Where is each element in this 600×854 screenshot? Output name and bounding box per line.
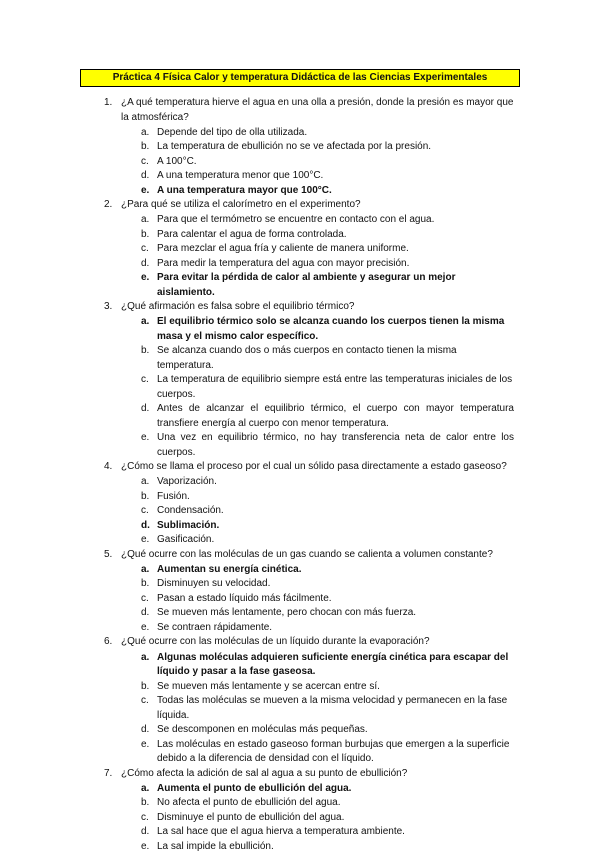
- option-letter: a.: [141, 316, 150, 328]
- option-text: Se mueven más lentamente, pero chocan con más fuerza.: [157, 607, 417, 619]
- options-list: [0, 126, 600, 199]
- question-4: [0, 460, 600, 475]
- option-text: La sal impide la ebullición.: [157, 840, 274, 852]
- answer-option: [0, 344, 600, 373]
- question-text: ¿Qué ocurre con las moléculas de un líquido durante la evaporación?: [121, 636, 430, 648]
- option-letter: e.: [141, 621, 150, 633]
- option-letter: d.: [141, 403, 150, 415]
- answer-option-correct: [0, 782, 600, 797]
- answer-option-correct: [0, 184, 600, 199]
- answer-option: [0, 606, 600, 621]
- option-text: No afecta el punto de ebullición del agua.: [157, 797, 341, 809]
- question-text: ¿Qué ocurre con las moléculas de un gas cuando se calienta a volumen constante?: [121, 548, 493, 560]
- question-text: ¿Cómo afecta la adición de sal al agua a su punto de ebullición?: [121, 767, 408, 779]
- question-number: 5.: [104, 548, 113, 560]
- option-text: A una temperatura menor que 100°C.: [157, 170, 324, 182]
- option-letter: d.: [141, 170, 150, 182]
- answer-option-correct: [0, 271, 600, 300]
- question-6: [0, 635, 600, 650]
- answer-option-correct: [0, 519, 600, 534]
- option-text: Para medir la temperatura del agua con mayor precisión.: [157, 257, 410, 269]
- option-text: Antes de alcanzar el equilibrio térmico, el cuerpo con mayor temperatura transfiere energía al cuerpo con menor temperatura.: [157, 403, 514, 429]
- option-letter: c.: [141, 592, 149, 604]
- answer-option-correct: [0, 563, 600, 578]
- option-letter: d.: [141, 257, 150, 269]
- options-list: [0, 213, 600, 300]
- option-letter: b.: [141, 680, 150, 692]
- answer-option: [0, 475, 600, 490]
- answer-option: [0, 592, 600, 607]
- option-letter: d.: [141, 519, 150, 531]
- option-text: Para calentar el agua de forma controlada.: [157, 228, 347, 240]
- option-text: Depende del tipo de olla utilizada.: [157, 126, 308, 138]
- option-text: Las moléculas en estado gaseoso forman burbujas que emergen a la superficie debido a la diferencia de densidad con el líquido.: [157, 738, 510, 765]
- option-text: Gasificación.: [157, 534, 215, 546]
- option-text: La temperatura de ebullición no se ve afectada por la presión.: [157, 141, 432, 153]
- answer-option: [0, 694, 600, 723]
- question-text: ¿A qué temperatura hierve el agua en una olla a presión, donde la presión es mayor que la atmosférica?: [121, 97, 514, 123]
- option-text: Para mezclar el agua fría y caliente de manera uniforme.: [157, 243, 409, 255]
- option-text: Pasan a estado líquido más fácilmente.: [157, 592, 332, 604]
- answer-option: [0, 490, 600, 505]
- answer-option: [0, 796, 600, 811]
- question-number: 1.: [104, 97, 113, 108]
- option-text: Algunas moléculas adquieren suficiente energía cinética para escapar del líquido y pasar a la fase gaseosa.: [157, 651, 509, 678]
- answer-option: [0, 431, 600, 460]
- options-list: [0, 475, 600, 548]
- option-letter: c.: [141, 374, 149, 386]
- option-letter: a.: [141, 782, 150, 794]
- option-text: Vaporización.: [157, 476, 217, 488]
- option-letter: a.: [141, 651, 150, 663]
- option-text: Aumenta el punto de ebullición del agua.: [157, 782, 352, 794]
- answer-option: [0, 155, 600, 170]
- options-list: [0, 651, 600, 767]
- option-text: Se contraen rápidamente.: [157, 621, 273, 633]
- answer-option: [0, 577, 600, 592]
- option-letter: a.: [141, 214, 150, 226]
- option-text: Aumentan su energía cinética.: [157, 563, 302, 575]
- option-letter: c.: [141, 505, 149, 517]
- answer-option: [0, 213, 600, 228]
- option-text: Para que el termómetro se encuentre en contacto con el agua.: [157, 214, 435, 226]
- question-number: 3.: [104, 301, 113, 313]
- answer-option: [0, 723, 600, 738]
- options-list: [0, 563, 600, 636]
- option-text: La temperatura de equilibrio siempre está entre las temperaturas iniciales de los cuerpos.: [157, 374, 513, 400]
- question-number: 2.: [104, 199, 113, 211]
- option-letter: c.: [141, 243, 149, 255]
- option-text: Se mueven más lentamente y se acercan entre sí.: [157, 680, 380, 692]
- question-7: [0, 767, 600, 782]
- option-letter: e.: [141, 432, 150, 444]
- answer-option: [0, 373, 600, 402]
- option-letter: b.: [141, 228, 150, 240]
- answer-option: [0, 126, 600, 141]
- answer-option: [0, 811, 600, 826]
- option-letter: a.: [141, 563, 150, 575]
- answer-option: [0, 533, 600, 548]
- option-letter: e.: [141, 272, 150, 284]
- question-5: [0, 548, 600, 563]
- option-letter: b.: [141, 578, 150, 590]
- option-letter: c.: [141, 811, 149, 823]
- question-number: 4.: [104, 461, 113, 473]
- answer-option: [0, 621, 600, 636]
- option-text: A 100°C.: [157, 155, 197, 167]
- option-text: Una vez en equilibrio térmico, no hay transferencia neta de calor entre los cuerpos.: [157, 432, 514, 458]
- question-3: [0, 300, 600, 315]
- option-letter: c.: [141, 155, 149, 167]
- question-number: 6.: [104, 636, 113, 648]
- option-letter: b.: [141, 797, 150, 809]
- option-text: Se alcanza cuando dos o más cuerpos en contacto tienen la misma temperatura.: [157, 345, 457, 371]
- question-2: [0, 198, 600, 213]
- question-list: [0, 96, 600, 854]
- question-text: ¿Cómo se llama el proceso por el cual un sólido pasa directamente a estado gaseoso?: [121, 461, 507, 473]
- option-text: Para evitar la pérdida de calor al ambiente y asegurar un mejor aislamiento.: [157, 272, 456, 298]
- answer-option: [0, 680, 600, 695]
- answer-option: [0, 242, 600, 257]
- answer-option-correct: [0, 315, 600, 344]
- answer-option: [0, 504, 600, 519]
- option-letter: b.: [141, 141, 150, 153]
- question-number: 7.: [104, 767, 113, 779]
- option-letter: e.: [141, 738, 150, 750]
- option-text: Condensación.: [157, 505, 224, 517]
- answer-option: [0, 257, 600, 272]
- option-letter: d.: [141, 607, 150, 619]
- answer-option: [0, 738, 600, 767]
- option-letter: d.: [141, 724, 150, 736]
- option-letter: e.: [141, 184, 150, 196]
- option-letter: e.: [141, 840, 150, 852]
- option-text: El equilibrio térmico solo se alcanza cuando los cuerpos tienen la misma masa y el mismo calor específico.: [157, 316, 505, 342]
- page-title: Práctica 4 Física Calor y temperatura Didáctica de las Ciencias Experimentales: [80, 69, 520, 87]
- option-text: Fusión.: [157, 490, 190, 502]
- options-list: [0, 782, 600, 854]
- answer-option: [0, 840, 600, 854]
- option-letter: d.: [141, 826, 150, 838]
- option-letter: a.: [141, 126, 150, 138]
- option-text: Se descomponen en moléculas más pequeñas.: [157, 724, 368, 736]
- option-text: Disminuye el punto de ebullición del agua.: [157, 811, 345, 823]
- option-text: Sublimación.: [157, 519, 220, 531]
- option-letter: e.: [141, 534, 150, 546]
- question-text: ¿Qué afirmación es falsa sobre el equilibrio térmico?: [121, 301, 355, 313]
- options-list: [0, 315, 600, 460]
- answer-option: [0, 402, 600, 431]
- option-letter: b.: [141, 345, 150, 357]
- option-letter: b.: [141, 490, 150, 502]
- question-text: ¿Para qué se utiliza el calorímetro en el experimento?: [121, 199, 361, 211]
- option-text: Todas las moléculas se mueven a la misma velocidad y permanecen en la fase líquida.: [157, 695, 508, 721]
- option-letter: c.: [141, 695, 149, 707]
- option-letter: a.: [141, 476, 150, 488]
- question-1: [0, 96, 600, 125]
- answer-option: [0, 825, 600, 840]
- option-text: A una temperatura mayor que 100°C.: [157, 184, 332, 196]
- answer-option: [0, 169, 600, 184]
- answer-option: [0, 228, 600, 243]
- option-text: Disminuyen su velocidad.: [157, 578, 271, 590]
- option-text: La sal hace que el agua hierva a temperatura ambiente.: [157, 826, 405, 838]
- answer-option-correct: [0, 651, 600, 680]
- answer-option: [0, 140, 600, 155]
